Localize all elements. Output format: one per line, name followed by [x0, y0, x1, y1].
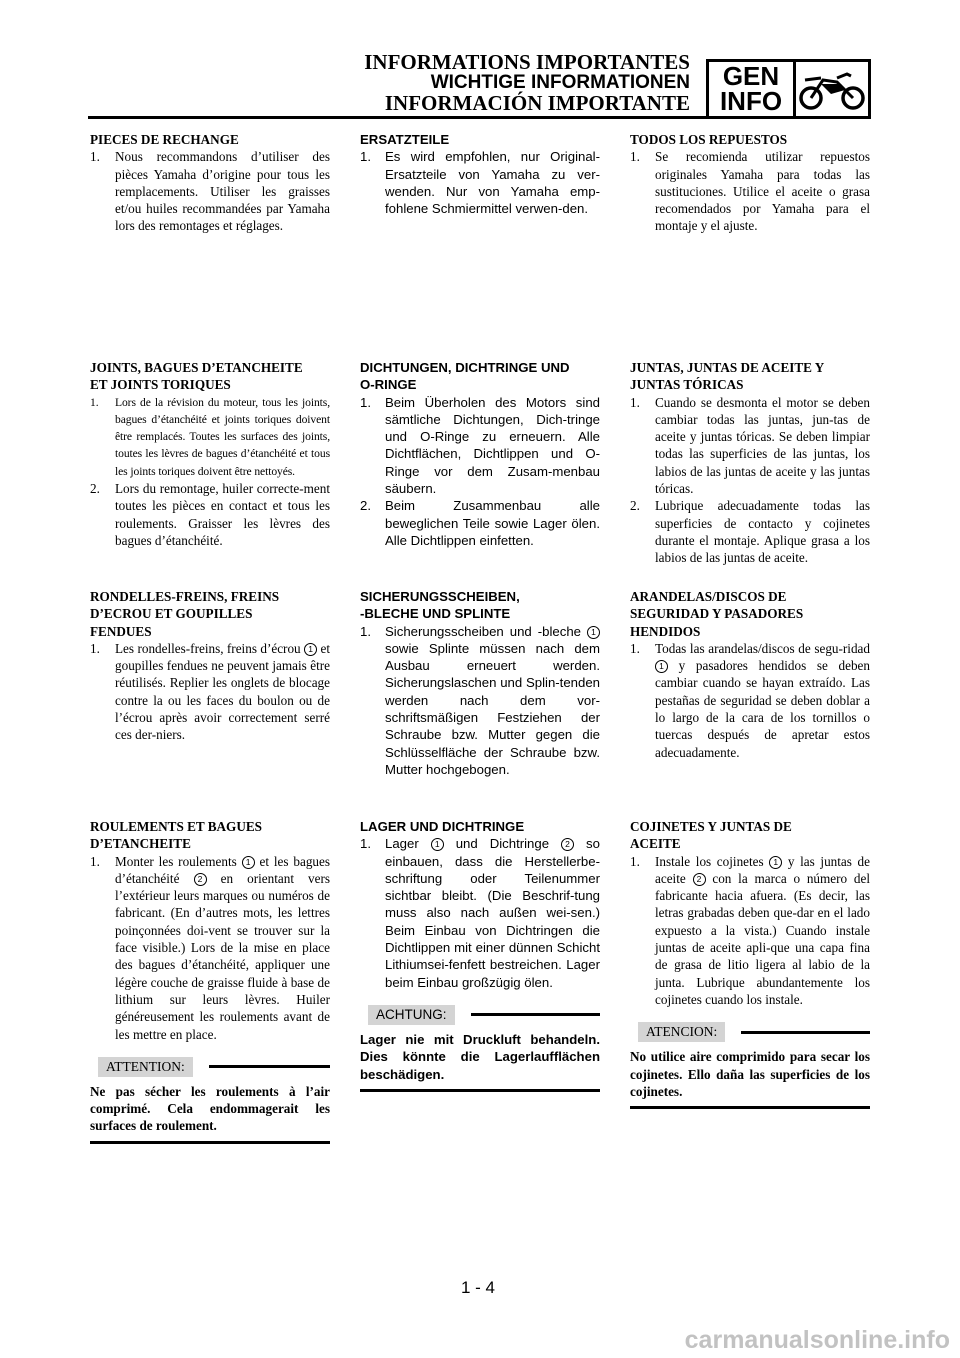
section-title: ERSATZTEILE — [360, 132, 450, 147]
list-item: 1. Les rondelles-freins, freins d’écrou 1 et goupilles fendues ne peuvent jamais être réutilisés. Replier les onglets de blocage contre la ou les faces du boulon ou de l’écrou après avoir correctement serré ces der-niers. — [90, 640, 331, 743]
callout-number: 1 — [655, 660, 668, 673]
badge-line-1: GEN — [722, 61, 780, 91]
header-rule — [88, 116, 871, 119]
list-item: 1. Instale los cojinetes 1 y las juntas de aceite 2 con la marca o número del fabricante hacia afuera. (Es decir, las letras grabadas deben que-dar en el lado expuesto a la vista.) Cuando instale juntas de aceite apli-que una capa fina de grasa de litio ligera al labio de la junta. Lubrique abundantemente los cojinetes cuando los instale. — [630, 853, 871, 1007]
section-title: ARANDELAS/DISCOS DE — [630, 589, 787, 604]
section-title: LAGER UND DICHTRINGE — [360, 819, 525, 834]
section-title-line2: SEGURIDAD Y PASADORES — [630, 606, 804, 622]
section-dichtungen — [360, 359, 600, 549]
list-item: 1. Sicherungsscheiben und -bleche 1 sowie Splinte müssen nach dem Ausbau erneuert werden. Sicherungslaschen und Splin-tenden werden nach dem vor-schriftsmäßigen Festziehen der Schraube bzw. Mutter gegen die Schlüsselfläche der Schraube bzw. Mutter hochgebogen. — [360, 623, 600, 777]
callout-number: 1 — [242, 856, 255, 869]
callout-number: 2 — [561, 838, 574, 851]
section-ersatzteile — [360, 131, 600, 217]
warning-text: Ne pas sécher les roulements à l’air comprimé. Cela endommagerait les surfaces de roulement. — [90, 1083, 330, 1144]
section-title-line2: JUNTAS TÓRICAS — [630, 377, 744, 393]
header-title-de: WICHTIGE INFORMATIONEN — [430, 72, 690, 93]
header-title-fr: INFORMATIONS IMPORTANTES — [364, 50, 690, 74]
callout-number: 2 — [194, 873, 207, 886]
list-item: 1. Nous recommandons d’utiliser des pièces Yamaha d’origine pour tous les remplacements. Utiliser les graisses et/ou huiles recommandées par Yamaha lors des remontages et réglages. — [90, 149, 330, 234]
section-title-line2: ET JOINTS TORIQUES — [90, 377, 231, 393]
section-title-line2: -BLECHE UND SPLINTE — [360, 606, 511, 622]
warning-label: ATTENTION: — [98, 1057, 193, 1077]
list-item: 1. Monter les roulements 1 et les bagues d’étanchéité 2 en orientant vers l’extérieur leurs marques ou numéros de fabricant. (En d’autres mots, les lettres poinçonnées doi-vent se trouver sur la face visible.) Lors de la mise en place des bagues d’étanchéité, appliquer une légère couche de graisse fluide à base de lithium sur leurs lèvres. Huiler généreusement les roulements avant de les mettre en place. — [90, 853, 331, 1042]
section-title: JUNTAS, JUNTAS DE ACEITE Y — [630, 360, 825, 375]
section-title-line2: O-RINGE — [360, 377, 417, 393]
section-title: DICHTUNGEN, DICHTRINGE UND — [360, 360, 570, 375]
section-juntas — [630, 359, 870, 567]
section-title: JOINTS, BAGUES D’ETANCHEITE — [90, 360, 303, 375]
warning-box — [360, 1005, 600, 1092]
warning-rule — [209, 1065, 330, 1068]
section-sicherungsscheiben — [360, 588, 600, 778]
section-title-line3: FENDUES — [90, 623, 152, 639]
warning-rule — [471, 1013, 601, 1016]
callout-number: 1 — [304, 643, 317, 656]
section-cojinetes — [630, 818, 870, 1109]
section-title-line2: D’ECROU ET GOUPILLES — [90, 606, 253, 622]
callout-number: 1 — [769, 856, 782, 869]
list-item: 1. Cuando se desmonta el motor se deben cambiar todas las juntas, jun-tas de aceite y juntas tóricas. Se deben limpiar todas las superficies de las juntas, los labios de las juntas de aceite y las juntas tóricas. — [630, 394, 870, 497]
page-number: 1 - 4 — [461, 1278, 496, 1297]
section-title: PIECES DE RECHANGE — [90, 132, 239, 147]
section-pieces-de-rechange — [90, 131, 330, 235]
callout-number: 1 — [431, 838, 444, 851]
list-item: 2. Lors du remontage, huiler correcte-ment toutes les pièces en contact et tous les roulements. Graisser les lèvres des bagues d’étanchéité. — [90, 481, 330, 548]
section-title: COJINETES Y JUNTAS DE — [630, 819, 792, 834]
section-rondelles — [90, 588, 330, 744]
list-item: 1. Es wird empfohlen, nur Original-Ersatzteile von Yamaha zu ver-wenden. Nur von Yamaha emp-fohlene Schmiermittel verwen-den. — [360, 149, 600, 217]
list-item: 1. Se recomienda utilizar repuestos originales Yamaha para todas las sustituciones. Utilice el aceite o grasa recomendados por Yamaha para el montaje y el ajuste. — [630, 149, 870, 234]
callout-number: 1 — [587, 626, 600, 639]
section-title-line3: HENDIDOS — [630, 623, 701, 639]
gen-info-badge — [706, 59, 871, 119]
section-title: RONDELLES-FREINS, FREINS — [90, 589, 280, 604]
section-repuestos — [630, 131, 870, 235]
section-lager — [360, 818, 600, 1092]
list-item: 1. Lors de la révision du moteur, tous les joints, bagues d’étanchéité et joints toriques doivent être remplacés. Toutes les surfaces des joints, toutes les lèvres de bagues d’étanchéité et tous les joints toriques doivent être nettoyés. — [90, 395, 330, 478]
section-title-line2: D’ETANCHEITE — [90, 836, 191, 852]
list-item: 1. Beim Überholen des Motors sind sämtliche Dichtungen, Dich-tringe und O-Ringe zu erneuern. Alle Dichtflächen, Dichtlippen und O-Ringe vor dem Zusam-menbau säubern. — [360, 394, 600, 497]
header-title-es: INFORMACIÓN IMPORTANTE — [384, 91, 690, 115]
badge-line-2: INFO — [719, 86, 783, 116]
motorcycle-icon — [796, 62, 868, 116]
warning-text: No utilice aire comprimido para secar los cojinetes. Ello daña las superficies de los cojinetes. — [630, 1048, 870, 1109]
warning-text: Lager nie mit Druckluft behandeln. Dies könnte die Lagerlaufflächen beschädigen. — [360, 1031, 600, 1092]
list-item: 2. Beim Zusammenbau alle beweglichen Teile sowie Lager ölen. Alle Dichtlippen einfetten. — [360, 498, 600, 548]
watermark: carmanualsonline.info — [684, 1326, 950, 1354]
section-arandelas — [630, 588, 870, 761]
list-item: 1. Lager 1 und Dichtringe 2 so einbauen, dass die Herstellerbe-schriftung oder Teilenummer sichtbar bleibt. (Die Beschrif-tung muss also nach außen wei-sen.) Beim Einbau von Dichtringen die Dichtlippen mit einer dünnen Schicht Lithiumsei-fenfett bestreichen. Lager beim Einbau großzügig ölen. — [360, 836, 600, 990]
warning-box — [90, 1057, 330, 1144]
warning-label: ATENCION: — [638, 1022, 725, 1042]
list-item: 1. Todas las arandelas/discos de segu-ridad 1 y pasadores hendidos se deben cambiar cuando se hayan extraído. Las pestañas de seguridad se deben doblar a lo largo de la cara de los tornillos o tuercas después de apretar estos adecuadamente. — [630, 640, 871, 760]
section-title: ROULEMENTS ET BAGUES — [90, 819, 262, 834]
warning-box — [630, 1022, 870, 1109]
list-item: 2. Lubrique adecuadamente todas las superficies de contacto y cojinetes durante el montaje. Aplique grasa a los labios de las juntas de aceite. — [630, 498, 870, 566]
callout-number: 2 — [693, 873, 706, 886]
section-title-line2: ACEITE — [630, 836, 681, 852]
section-roulements — [90, 818, 330, 1144]
page-header-titles — [364, 52, 690, 114]
section-joints — [90, 359, 330, 549]
section-title: TODOS LOS REPUESTOS — [630, 132, 788, 147]
warning-rule — [741, 1031, 870, 1034]
section-title: SICHERUNGSSCHEIBEN, — [360, 589, 520, 604]
warning-label: ACHTUNG: — [368, 1005, 455, 1025]
